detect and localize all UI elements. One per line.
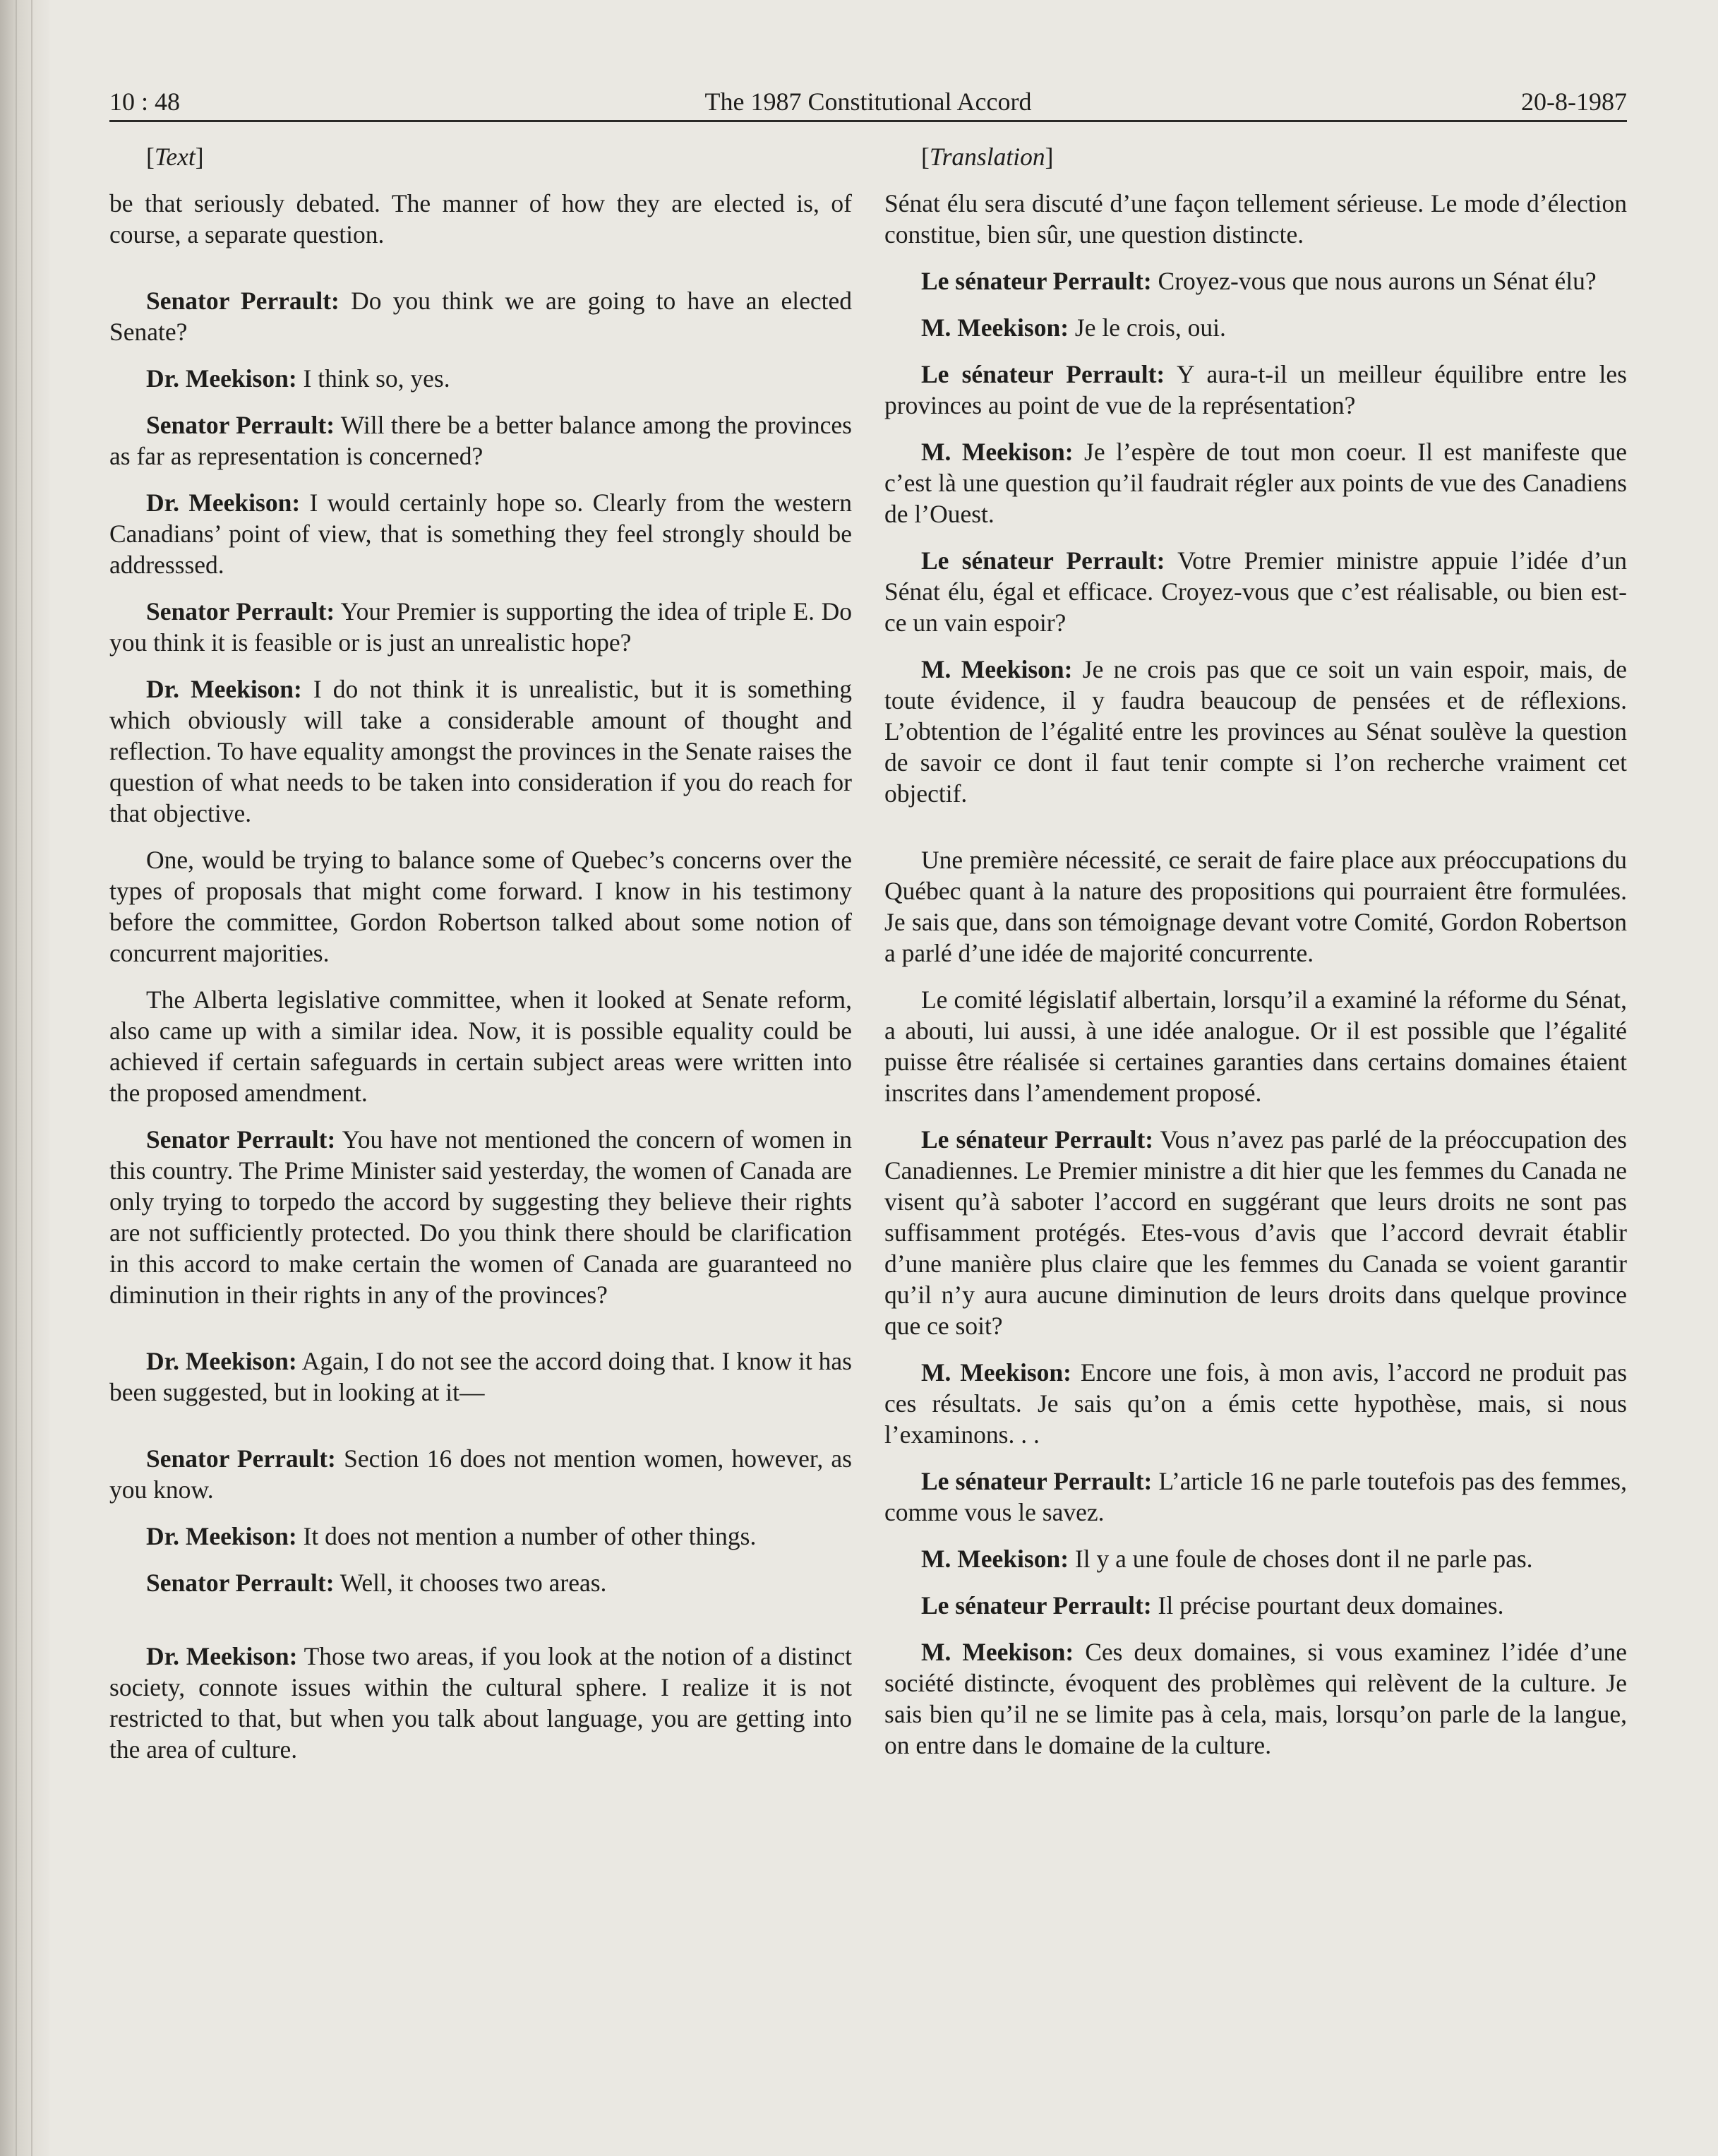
paragraph: Sénat élu sera discuté d’une façon tellement sérieuse. Le mode d’élection constitue, bien sûr, une question distincte. (884, 189, 1627, 248)
header-title: The 1987 Constitutional Accord (704, 88, 1032, 116)
page-edge-shadow (0, 0, 49, 2156)
speaker-name: Dr. Meekison: (146, 1522, 297, 1550)
speaker-name: Le sénateur Perrault: (921, 1467, 1153, 1495)
paragraph: Dr. Meekison: It does not mention a number of other things. (146, 1522, 757, 1550)
paragraph: Dr. Meekison: Those two areas, if you look at the notion of a distinct society, connote issues within the cultural sphere. I realize it is not restricted to that, but when you talk about language, you are getting into the area of culture. (109, 1642, 852, 1763)
text-tag: [Text] (146, 143, 204, 171)
speaker-name: Le sénateur Perrault: (921, 1591, 1152, 1619)
paragraph: Dr. Meekison: Again, I do not see the accord doing that. I know it has been suggested, but in looking at it— (109, 1347, 852, 1406)
page-edge-line (31, 0, 32, 2156)
speaker-name: Dr. Meekison: (146, 1347, 297, 1375)
header-date: 20-8-1987 (1521, 88, 1627, 116)
speaker-name: M. Meekison: (921, 1638, 1074, 1666)
speaker-name: M. Meekison: (921, 1545, 1069, 1573)
speaker-name: Le sénateur Perrault: (921, 267, 1152, 295)
paragraph: Senator Perrault: You have not mentioned the concern of women in this country. The Prime Minister said yesterday, the women of Canada are only trying to torpedo the accord by suggesting they believe their rights are not sufficiently protected. Do you think there should be clarification in this accord to make certain the women of Canada are guaranteed no diminution in their rights in any of the provinces? (109, 1125, 852, 1309)
paragraph: Dr. Meekison: I think so, yes. (146, 364, 450, 393)
paragraph: Le comité législatif albertain, lorsqu’il a examiné la réforme du Sénat, a abouti, lui aussi, à une idée analogue. Or il est possible que l’égalité puisse être réalisée si certaines garanties dans certains domaines étaient inscrites dans l’amendement proposé. (884, 986, 1627, 1107)
paragraph: Senator Perrault: Will there be a better balance among the provinces as far as representation is concerned? (109, 411, 852, 470)
paragraph: Le sénateur Perrault: Y aura-t-il un meilleur équilibre entre les provinces au point de vue de la représentation? (884, 360, 1627, 419)
header-rule (109, 120, 1627, 122)
paragraph: Senator Perrault: Your Premier is supporting the idea of triple E. Do you think it is feasible or is just an unrealistic hope? (109, 597, 853, 657)
speaker-name: Senator Perrault: (146, 1569, 335, 1597)
paragraph: Le sénateur Perrault: Votre Premier ministre appuie l’idée d’un Sénat élu, égal et efficace. Croyez-vous que c’est réalisable, ou bien est-ce un vain espoir? (884, 546, 1627, 637)
paragraph: Senator Perrault: Section 16 does not mention women, however, as you know. (109, 1444, 852, 1504)
paragraph: Le sénateur Perrault: L’article 16 ne parle toutefois pas des femmes, comme vous le savez. (884, 1467, 1627, 1526)
speaker-name: Le sénateur Perrault: (921, 1125, 1154, 1154)
paragraph: M. Meekison: Je le crois, oui. (921, 313, 1226, 342)
speaker-name: Senator Perrault: (146, 1125, 336, 1154)
french-column (884, 141, 1627, 1776)
speaker-name: Dr. Meekison: (146, 675, 302, 703)
paragraph: Senator Perrault: Do you think we are going to have an elected Senate? (109, 287, 853, 346)
paragraph: M. Meekison: Ces deux domaines, si vous examinez l’idée d’une société distincte, évoquent des problèmes qui relèvent de la culture. Je sais bien qu’il ne se limite pas à cela, mais, lorsqu’on parle de la langue, on entre dans le domaine de la culture. (884, 1638, 1627, 1759)
speaker-name: Senator Perrault: (146, 597, 335, 625)
paragraph: Le sénateur Perrault: Il précise pourtant deux domaines. (921, 1591, 1504, 1619)
paragraph: M. Meekison: Il y a une foule de choses dont il ne parle pas. (921, 1545, 1533, 1573)
speaker-name: M. Meekison: (921, 438, 1074, 466)
english-column (109, 141, 852, 1780)
speaker-name: Le sénateur Perrault: (921, 360, 1165, 388)
speaker-name: Le sénateur Perrault: (921, 546, 1165, 575)
paragraph: be that seriously debated. The manner of how they are elected is, of course, a separate question. (109, 189, 852, 248)
page-number: 10 : 48 (109, 88, 181, 116)
paragraph: Le sénateur Perrault: Croyez-vous que nous aurons un Sénat élu? (921, 267, 1597, 295)
speaker-name: M. Meekison: (921, 1358, 1071, 1387)
running-header (109, 83, 1627, 120)
paragraph: M. Meekison: Je l’espère de tout mon coeur. Il est manifeste que c’est là une question qu’il faudrait régler aux points de vue des Canadiens de l’Ouest. (884, 438, 1627, 528)
paragraph: Une première nécessité, ce serait de faire place aux préoccupations du Québec quant à la nature des propositions qui pourraient être formulées. Je sais que, dans son témoignage devant votre Comité, Gordon Robertson a parlé d’une idée de majorité concurrente. (884, 846, 1627, 967)
paragraph: M. Meekison: Je ne crois pas que ce soit un vain espoir, mais, de toute évidence, il y faudra beaucoup de pensées et de réflexions. L’obtention de l’égalité entre les provinces au Sénat soulève la question de savoir ce dont il faut tenir compte si l’on recherche vraiment cet objectif. (884, 655, 1628, 808)
paragraph: Dr. Meekison: I do not think it is unrealistic, but it is something which obviously will take a considerable amount of thought and reflection. To have equality amongst the provinces in the Senate raises the question of what needs to be taken into consideration if you do reach for that objective. (109, 675, 852, 827)
speaker-name: Dr. Meekison: (146, 489, 301, 517)
speaker-name: M. Meekison: (921, 655, 1073, 683)
paragraph: The Alberta legislative committee, when it looked at Senate reform, also came up with a similar idea. Now, it is possible equality could be achieved if certain safeguards in certain subject areas were written into the proposed amendment. (109, 986, 852, 1107)
paragraph: Dr. Meekison: I would certainly hope so. Clearly from the western Canadians’ point of view, that is something they feel strongly should be addresssed. (109, 489, 852, 579)
page-edge-line (16, 0, 17, 2156)
speaker-name: Dr. Meekison: (146, 364, 297, 393)
paragraph: Le sénateur Perrault: Vous n’avez pas parlé de la préoccupation des Canadiennes. Le Premier ministre a dit hier que les femmes du Canada ne visent qu’à saboter l’accord en suggérant que leurs droits ne sont pas suffisamment protégés. Etes-vous d’avis que l’accord devrait établir d’une manière plus claire que les femmes du Canada se voient garantir qu’il n’y aura aucune diminution de leurs droits dans quelque province que ce soit? (884, 1125, 1627, 1340)
speaker-name: Senator Perrault: (146, 1444, 336, 1473)
speaker-name: M. Meekison: (921, 313, 1069, 342)
translation-tag: [Translation] (921, 143, 1054, 171)
speaker-name: Dr. Meekison: (146, 1642, 298, 1670)
speaker-name: Senator Perrault: (146, 287, 340, 315)
paragraph: One, would be trying to balance some of Quebec’s concerns over the types of proposals that might come forward. I know in his testimony before the committee, Gordon Robertson talked about some notion of concurrent majorities. (109, 846, 852, 967)
paragraph: Senator Perrault: Well, it chooses two areas. (146, 1569, 607, 1597)
speaker-name: Senator Perrault: (146, 411, 335, 439)
paragraph: M. Meekison: Encore une fois, à mon avis, l’accord ne produit pas ces résultats. Je sais qu’on a émis cette hypothèse, mais, si nous l’examinons. . . (884, 1358, 1628, 1449)
